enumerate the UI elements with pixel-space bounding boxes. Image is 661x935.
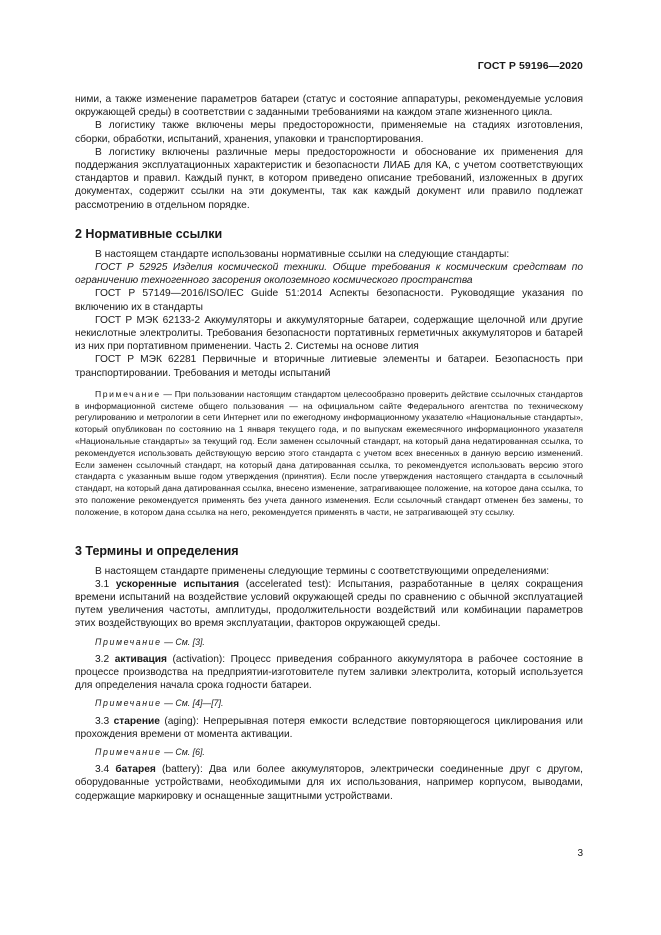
note-label: Примечание	[95, 388, 161, 399]
normative-reference: ГОСТ Р 57149—2016/ISO/IEC Guide 51:2014 Аспекты безопасности. Руководящие указания по включению их в стандарты	[75, 288, 583, 313]
intro-paragraph: В логистику включены различные меры предосторожности и обоснование их применения для поддержания эксплуатационных характеристик и безопасности ЛИАБ для КА, с учетом соответствующих стандартов и правил. Каждый пункт, в котором приведено описание требований, изложенных в других документах, содержит ссылки на эти документы, так как каждый документ или правило подлежат рассмотрению в отдельном порядке.	[75, 146, 583, 211]
note-label: Примечание	[95, 747, 162, 758]
term-number: 3.1	[95, 578, 110, 590]
note-text: — При пользовании настоящим стандартом целесообразно проверить действие ссылочных стандартов в информационной системе общего пользования — на официальном сайте Федерального агентства по техническому регулированию и метрологии в сети Интернет или по ежегодному информационному указателю «Национальные стандарты», который опубликован по состоянию на 1 января текущего года, и по выпускам ежемесячного информационного указателя «Национальные стандарты» за текущий год. Если заменен ссылочный стандарт, на который дана недатированная ссылка, то рекомендуется использовать действующую версию этого стандарта с учетом всех внесенных в данную версию изменений. Если заменен ссылочный стандарт, на который дана датированная ссылка, то рекомендуется использовать версию этого стандарта с указанным выше годом утверждения (принятия). Если после утверждения настоящего стандарта в ссылочный стандарт, на который дана датированная ссылка, внесено изменение, затрагивающее положение, на которое дана ссылка, то это положение рекомендуется применять без учета данного изменения. Если ссылочный стандарт отменен без замены, то положение, в котором дана ссылка на него, рекомендуется применять в части, не затрагивающей эту ссылку.	[75, 388, 583, 517]
section-2-intro: В настоящем стандарте использованы нормативные ссылки на следующие стандарты:	[95, 248, 510, 260]
section-2-note	[75, 389, 583, 519]
term-entry	[75, 763, 583, 803]
term-name: ускоренные испытания	[115, 578, 240, 590]
term-note	[75, 697, 583, 710]
normative-reference: ГОСТ Р МЭК 62281 Первичные и вторичные литиевые элементы и батареи. Безопасность при транспортировании. Требования и методы испытаний	[75, 354, 583, 379]
note-label: Примечание	[95, 636, 162, 647]
normative-reference: ГОСТ Р 52925 Изделия космической техники. Общие требования к космическим средствам по ограничению техногенного засорения околоземного космического пространства	[75, 262, 583, 287]
note-ref: — См. [4]—[7].	[161, 698, 224, 709]
term-definition: (accelerated test): Испытания, разработанные в целях сокращения времени испытаний на воздействие условий окружающей среды по сравнению с обычной эксплуатацией путем увеличения частоты, амплитуды, продолжительности воздействий или комбинации параметров этих воздействующих во время эксплуатации, факторов окружающей среды.	[75, 578, 583, 630]
term-definition: (aging): Непрерывная потеря емкости вследствие повторяющегося циклирования или прохождения времени от момента активации.	[75, 715, 583, 740]
normative-reference: ГОСТ Р МЭК 62133-2 Аккумуляторы и аккумуляторные батареи, содержащие щелочной или другие некислотные электролиты. Требования безопасности портативных герметичных аккумуляторов и батарей из них при портативном применении. Часть 2. Системы на основе лития	[75, 314, 583, 353]
term-name: активация	[114, 653, 167, 665]
section-3-heading: 3 Термины и определения	[75, 543, 239, 558]
term-entry	[75, 578, 583, 631]
term-number: 3.4	[95, 764, 110, 776]
intro-paragraph: ними, а также изменение параметров батареи (статус и состояние аппаратуры, рекомендуемые условия окружающей среды) в соответствии с заданными требованиями на каждом этапе жизненного цикла.	[75, 94, 583, 119]
section-3-intro: В настоящем стандарте применены следующие термины с соответствующими определениями:	[95, 565, 550, 577]
term-entry	[75, 715, 583, 741]
note-label: Примечание	[95, 698, 162, 709]
note-ref: — См. [6].	[161, 747, 205, 758]
term-definition: (activation): Процесс приведения собранного аккумулятора в рабочее состояние в процессе производства на предприятии-изготовителе путем заливки электролита, который используется для определения начала срока годности батареи.	[75, 653, 583, 692]
intro-paragraph: В логистику также включены меры предосторожности, применяемые на стадиях изготовления, сборки, обработки, испытаний, хранения, упаковки и транспортирования.	[75, 120, 583, 145]
page-content	[75, 93, 583, 803]
term-note	[75, 746, 583, 759]
term-number: 3.3	[95, 715, 110, 727]
term-note	[75, 636, 583, 649]
term-name: батарея	[115, 764, 156, 776]
term-definition: (battery): Два или более аккумуляторов, электрически соединенные друг с другом, оборудованные устройствами, необходимыми для их использования, например корпусом, выводами, содержащие маркировку и оснащенные защитными устройствами.	[75, 764, 583, 802]
term-name: старение	[113, 715, 160, 727]
term-number: 3.2	[95, 653, 110, 665]
term-entry	[75, 653, 583, 693]
section-2-heading: 2 Нормативные ссылки	[75, 226, 223, 241]
page-number: 3	[577, 848, 583, 859]
note-ref: — См. [3].	[161, 636, 205, 647]
document-id-header: ГОСТ Р 59196—2020	[477, 60, 583, 72]
